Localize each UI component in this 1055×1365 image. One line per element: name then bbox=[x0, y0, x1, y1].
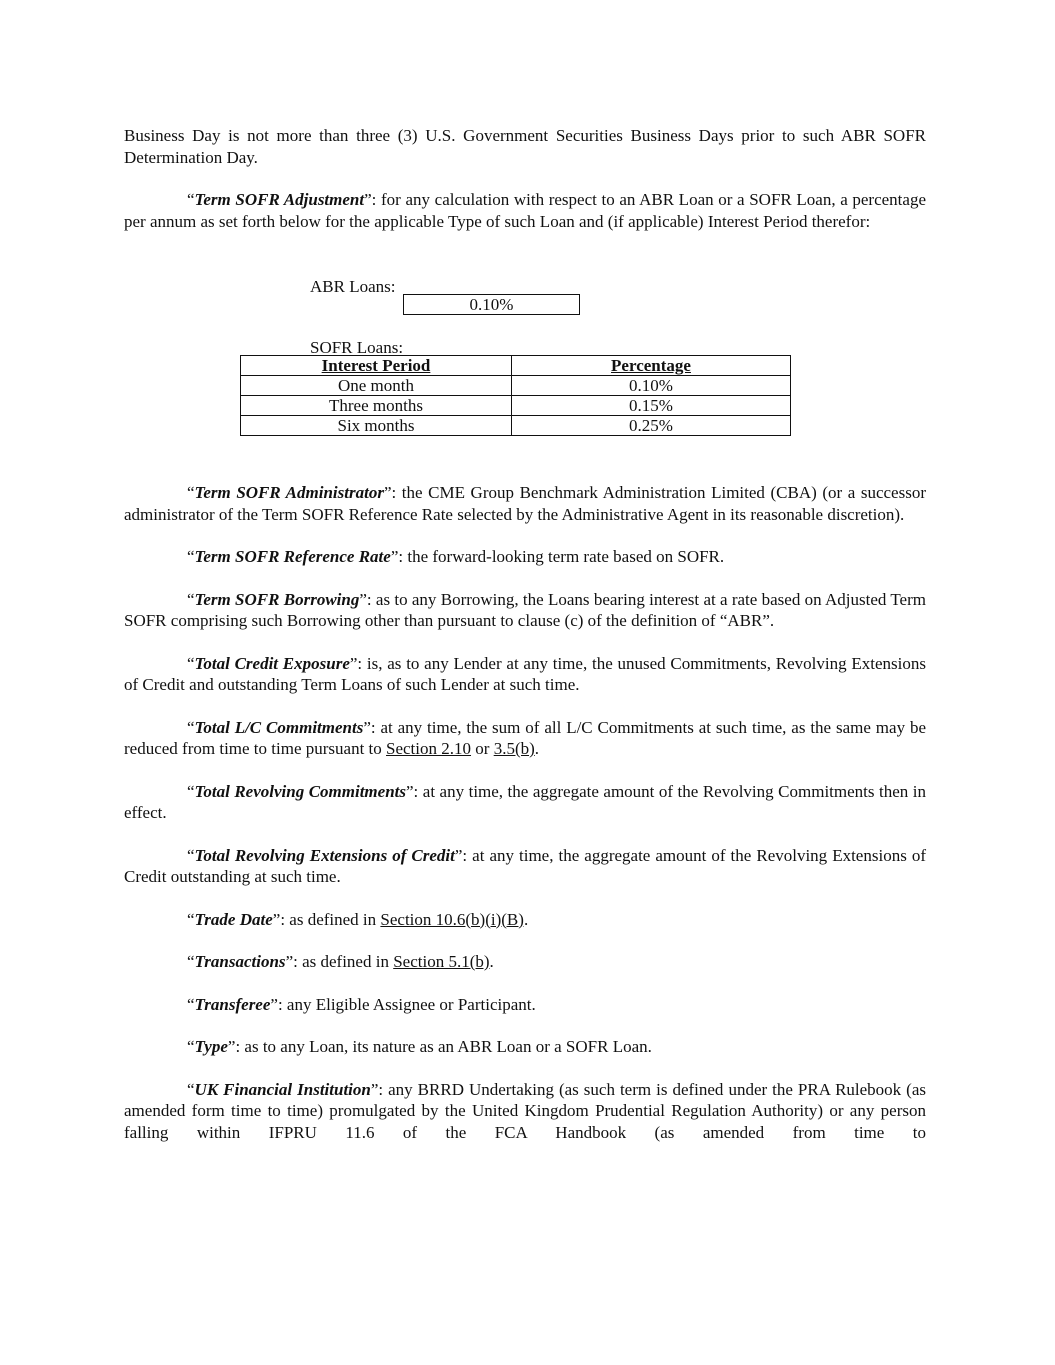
definition-trade-date: “Trade Date”: as defined in Section 10.6(b)(i)(B). bbox=[187, 909, 529, 929]
defined-term: Total L/C Commitments bbox=[194, 717, 364, 737]
definition-uk-financial-institution: “UK Financial Institution”: any BRRD Undertaking (as such term is defined under the PRA Rulebook (as amended form time to time) promulgated by the United Kingdom Prudential Regulation Authority) or any person falling within IFPRU 11.6 of the FCA Handbook (as amended from time to bbox=[124, 1079, 926, 1142]
definition-text: : at any time, the aggregate amount of the Revolving Commitments then in effect. bbox=[124, 781, 926, 822]
cell-percentage: 0.25% bbox=[512, 416, 791, 436]
cell-period: One month bbox=[241, 376, 512, 396]
definition-text: : at any time, the aggregate amount of the Revolving Extensions of Credit outstanding at such time. bbox=[124, 845, 926, 886]
defined-term: Term SOFR Administrator bbox=[194, 483, 384, 502]
section-reference-link[interactable]: Section 2.10 bbox=[386, 739, 472, 758]
cell-percentage: 0.10% bbox=[512, 376, 791, 396]
definition-term-sofr-reference-rate: “Term SOFR Reference Rate”: the forward-looking term rate based on SOFR. bbox=[187, 547, 725, 566]
open-quote: “ bbox=[187, 190, 195, 209]
definition-text: : as defined in bbox=[280, 909, 381, 929]
defined-term: Total Revolving Extensions of Credit bbox=[194, 845, 455, 865]
defined-term: Transactions bbox=[194, 952, 286, 971]
definition-total-revolving-commitments: “Total Revolving Commitments”: at any time, the aggregate amount of the Revolving Commitments then in effect. bbox=[124, 781, 926, 822]
definition-total-revolving-extensions: “Total Revolving Extensions of Credit”: at any time, the aggregate amount of the Revolving Extensions of Credit outstanding at such time. bbox=[124, 845, 926, 886]
close-quote: ” bbox=[364, 190, 372, 209]
definition-text: : at any time, the sum of all L/C Commitments at such time, as the same may be reduced from time to time pursuant to bbox=[124, 717, 926, 758]
cell-percentage: 0.15% bbox=[512, 396, 791, 416]
defined-term: Total Revolving Commitments bbox=[194, 781, 406, 801]
header-interest-period: Interest Period bbox=[241, 356, 512, 376]
section-reference-link[interactable]: Section 5.1(b) bbox=[393, 952, 490, 971]
definition-text: : the CME Group Benchmark Administration Limited (CBA) (or a successor administrator of the Term SOFR Reference Rate selected by the Administrative Agent in its reasonable discretion). bbox=[124, 483, 926, 524]
definition-text: : is, as to any Lender at any time, the unused Commitments, Revolving Extensions of Credit and outstanding Term Loans of such Lender at such time. bbox=[124, 653, 926, 694]
definition-type: “Type”: as to any Loan, its nature as an ABR Loan or a SOFR Loan. bbox=[187, 1037, 652, 1056]
table-row bbox=[241, 396, 791, 416]
definition-transferee: “Transferee”: any Eligible Assignee or Participant. bbox=[187, 994, 536, 1014]
table-header-row bbox=[241, 356, 791, 376]
definition-transactions: “Transactions”: as defined in Section 5.1(b). bbox=[187, 952, 494, 971]
definition-text: : as defined in bbox=[293, 952, 394, 971]
defined-term: Term SOFR Adjustment bbox=[194, 190, 365, 209]
sofr-loans-label: SOFR Loans: bbox=[310, 338, 404, 357]
document-page bbox=[124, 125, 926, 1142]
header-percentage: Percentage bbox=[512, 356, 791, 376]
definitions-list bbox=[124, 482, 926, 1143]
cell-period: Six months bbox=[241, 416, 512, 436]
definition-term-sofr-borrowing: “Term SOFR Borrowing”: as to any Borrowing, the Loans bearing interest at a rate based on Adjusted Term SOFR comprising such Borrowing other than pursuant to clause (c) of the definition of “ABR”. bbox=[124, 589, 926, 630]
defined-term: Term SOFR Borrowing bbox=[194, 589, 360, 609]
definition-text: : for any calculation with respect to an ABR Loan or a SOFR Loan, a percentage per annum as set forth below for the applicable Type of such Loan and (if applicable) Interest Period therefor: bbox=[124, 190, 926, 231]
definition-term-sofr-adjustment bbox=[124, 189, 926, 232]
defined-term: Trade Date bbox=[194, 909, 273, 929]
defined-term: UK Financial Institution bbox=[194, 1079, 371, 1099]
definition-text: : as to any Loan, its nature as an ABR Loan or a SOFR Loan. bbox=[235, 1037, 652, 1056]
defined-term: Term SOFR Reference Rate bbox=[194, 547, 391, 566]
sofr-loans-table bbox=[240, 355, 791, 436]
definition-text: : any Eligible Assignee or Participant. bbox=[277, 994, 536, 1014]
defined-term: Transferee bbox=[194, 994, 271, 1014]
intro-paragraph: Business Day is not more than three (3) U.S. Government Securities Business Days prior to such ABR SOFR Determination Day. bbox=[124, 126, 926, 167]
section-reference-link[interactable]: 3.5(b) bbox=[493, 739, 535, 758]
definition-term-sofr-administrator: “Term SOFR Administrator”: the CME Group Benchmark Administration Limited (CBA) (or a successor administrator of the Term SOFR Reference Rate selected by the Administrative Agent in its reasonable discretion). bbox=[124, 483, 926, 524]
defined-term: Total Credit Exposure bbox=[194, 653, 350, 673]
table-row bbox=[241, 376, 791, 396]
abr-loans-value: 0.10% bbox=[403, 294, 580, 315]
definition-text: : the forward-looking term rate based on SOFR. bbox=[398, 547, 725, 566]
definition-total-lc-commitments: “Total L/C Commitments”: at any time, the sum of all L/C Commitments at such time, as the same may be reduced from time to time pursuant to Section 2.10 or 3.5(b). bbox=[124, 717, 926, 758]
abr-loans-label: ABR Loans: bbox=[310, 277, 396, 296]
section-reference-link[interactable]: Section 10.6(b)(i)(B) bbox=[380, 909, 524, 929]
table-row bbox=[241, 416, 791, 436]
definition-total-credit-exposure: “Total Credit Exposure”: is, as to any Lender at any time, the unused Commitments, Revolving Extensions of Credit and outstanding Term Loans of such Lender at such time. bbox=[124, 653, 926, 694]
defined-term: Type bbox=[194, 1037, 228, 1056]
definition-text: : any BRRD Undertaking (as such term is defined under the PRA Rulebook (as amended form time to time) promulgated by the United Kingdom Prudential Regulation Authority) or any person falling within IFPRU 11.6 of the FCA Handbook (as amended from time to bbox=[124, 1079, 926, 1142]
definition-text: : as to any Borrowing, the Loans bearing interest at a rate based on Adjusted Term SOFR comprising such Borrowing other than pursuant to clause (c) of the definition of “ABR”. bbox=[124, 589, 926, 630]
cell-period: Three months bbox=[241, 396, 512, 416]
